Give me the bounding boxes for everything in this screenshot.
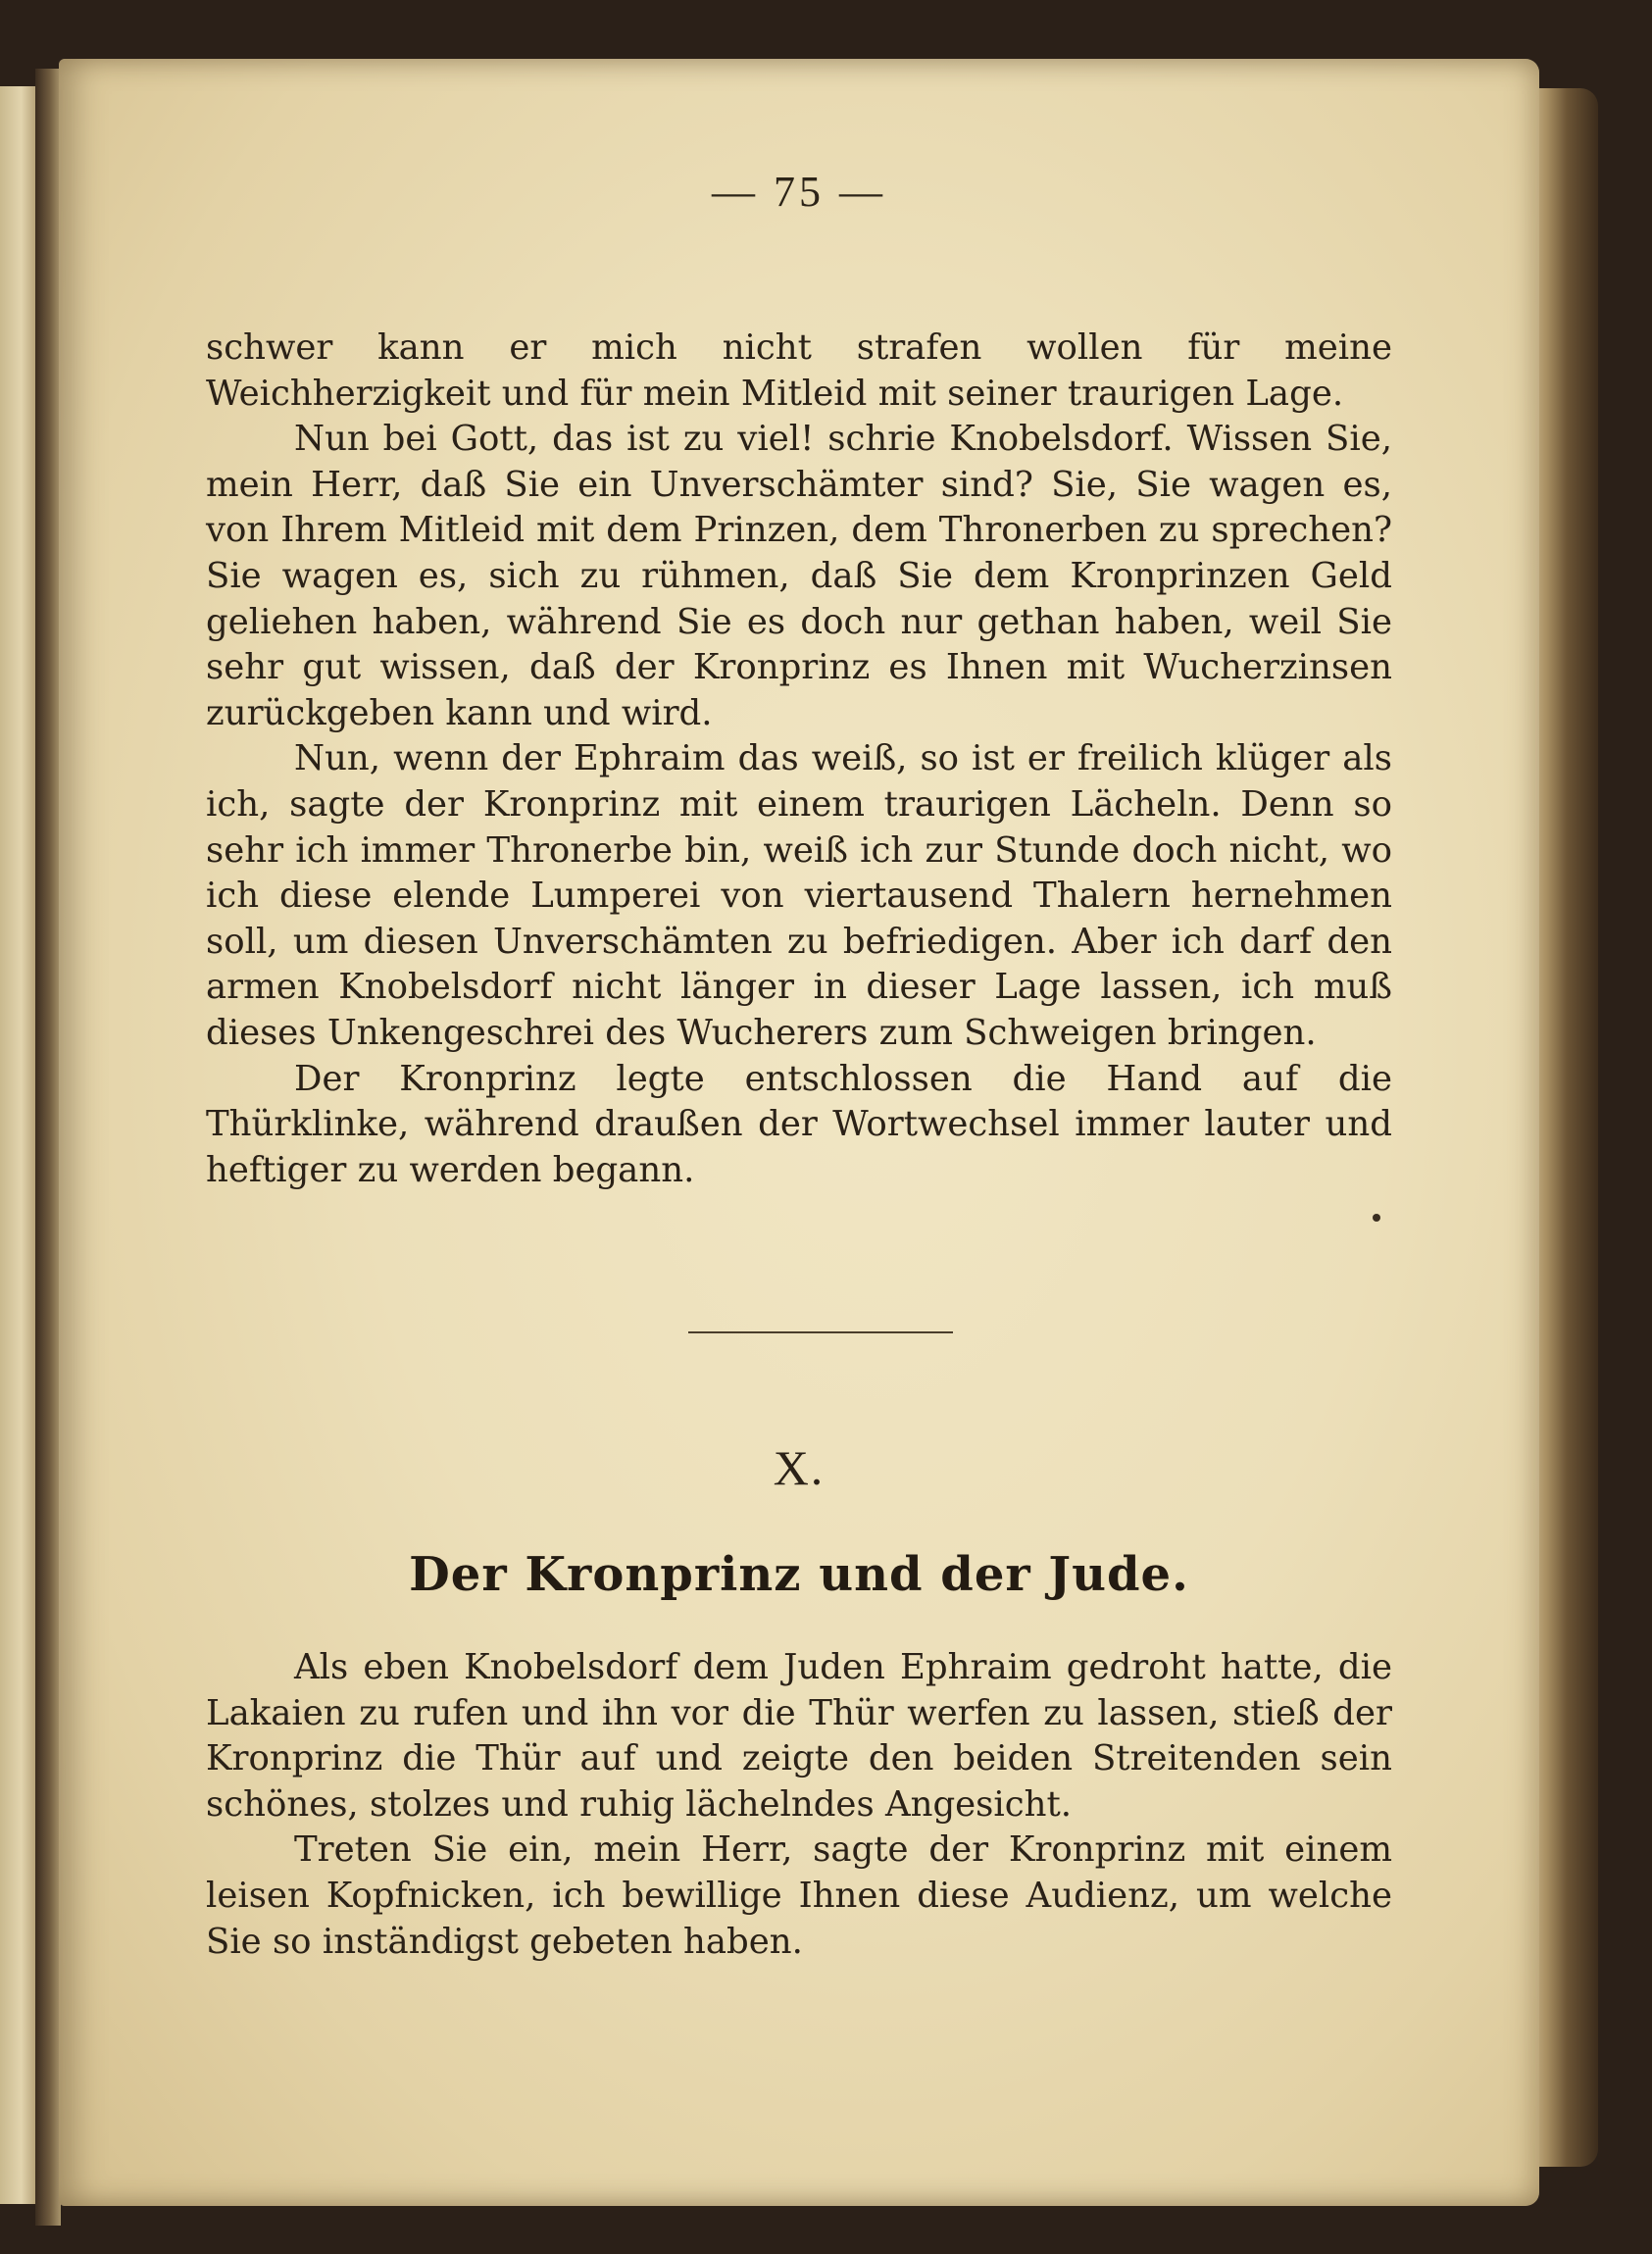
section-divider <box>688 1331 953 1333</box>
chapter-title: Der Kronprinz und der Jude. <box>409 1547 1189 1602</box>
bottom-text-block <box>206 1645 1392 1965</box>
book-cover-edge <box>1529 88 1598 2167</box>
top-text-block <box>206 326 1392 1193</box>
chapter-number: X. <box>773 1440 826 1495</box>
paragraph: Der Kronprinz legte entschlossen die Hand auf die Thürklinke, während draußen der Wortwechsel immer lauter und heftiger zu werden begann. <box>206 1058 1392 1190</box>
binding-gutter <box>35 69 61 2226</box>
page-number: — 75 — <box>712 168 886 216</box>
paper-blemish <box>1373 1214 1380 1222</box>
paragraph: Nun, wenn der Ephraim das weiß, so ist er freilich klüger als ich, sagte der Kronprinz mit einem traurigen Lächeln. Denn so sehr ich immer Thronerbe bin, weiß ich zur Stunde doch nicht, wo ich diese elende Lumperei von viertausend Thalern hernehmen soll, um diesen Unverschämten zu befriedigen. Aber ich darf den armen Knobelsdorf nicht länger in dieser Lage lassen, ich muß dieses Unkengeschrei des Wucherers zum Schweigen bringen. <box>206 738 1392 1053</box>
previous-page-edge <box>0 86 35 2204</box>
paragraph: Treten Sie ein, mein Herr, sagte der Kronprinz mit einem leisen Kopfnicken, ich bewillige Ihnen diese Audienz, um welche Sie so inständigst gebeten haben. <box>206 1829 1392 1962</box>
paragraph: Nun bei Gott, das ist zu viel! schrie Knobelsdorf. Wissen Sie, mein Herr, daß Sie ein Unverschämter sind? Sie, Sie wagen es, von Ihrem Mitleid mit dem Prinzen, dem Thronerben zu sprechen? Sie wagen es, sich zu rühmen, daß Sie dem Kronprinzen Geld geliehen haben, während Sie es doch nur gethan haben, weil Sie sehr gut wissen, daß der Kronprinz es Ihnen mit Wucherzinsen zurückgeben kann und wird. <box>206 419 1392 733</box>
paragraph: Als eben Knobelsdorf dem Juden Ephraim gedroht hatte, die Lakaien zu rufen und ihn vor die Thür werfen zu lassen, stieß der Kronprinz die Thür auf und zeigte den beiden Streitenden sein schönes, stolzes und ruhig lächelndes Angesicht. <box>206 1647 1392 1825</box>
paragraph: schwer kann er mich nicht strafen wollen für meine Weichherzigkeit und für mein Mitleid mit seiner traurigen Lage. <box>206 327 1392 414</box>
book-page <box>59 59 1539 2206</box>
